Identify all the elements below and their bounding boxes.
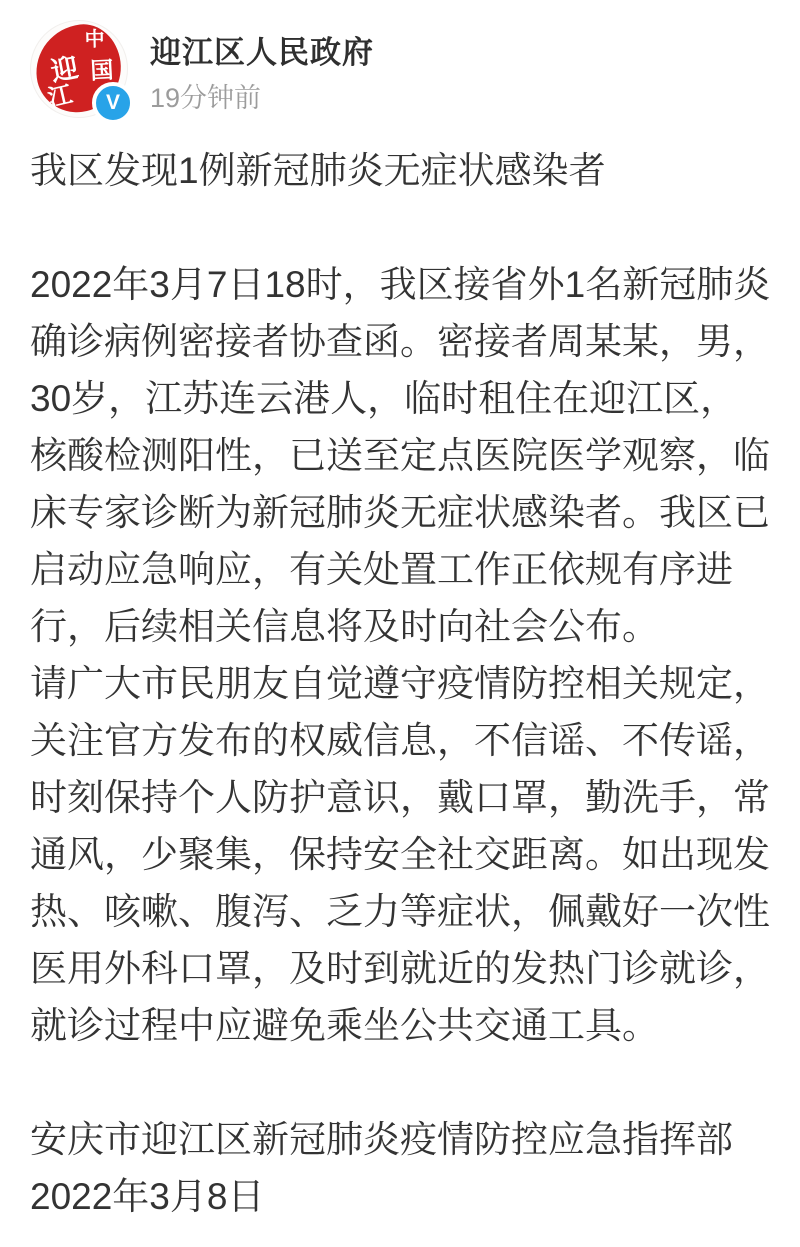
verified-badge-letter: V (105, 91, 120, 114)
profile-avatar[interactable] (30, 20, 128, 118)
post-date: 2022年3月8日 (30, 1176, 265, 1217)
author-name[interactable]: 迎江区人民政府 (150, 35, 374, 70)
post-time: 19分钟前 (150, 83, 262, 113)
verified-badge-icon (92, 82, 134, 124)
seal-char: 江 (45, 82, 75, 113)
seal-char: 中 (83, 28, 105, 51)
post-title: 我区发现1例新冠肺炎无症状感染者 (30, 150, 606, 191)
post-paragraph: 请广大市民朋友自觉遵守疫情防控相关规定，关注官方发布的权威信息，不信谣、不传谣，时刻保持个人防护意识，戴口罩，勤洗手，常通风，少聚集，保持安全社交距离。如出现发热、咳嗽、腹泻、乏力等症状，佩戴好一次性医用外科口罩，及时到就近的发热门诊就诊，就诊过程中应避免乘坐公共交通工具。 (30, 663, 770, 1046)
post-signature: 安庆市迎江区新冠肺炎疫情防控应急指挥部 (30, 1119, 733, 1160)
post-body (30, 142, 772, 1225)
spacer (30, 1054, 772, 1111)
post-paragraph: 2022年3月7日18时，我区接省外1名新冠肺炎确诊病例密接者协查函。密接者周某某，男，30岁，江苏连云港人，临时租住在迎江区，核酸检测阳性，已送至定点医院医学观察，临床专家诊断为新冠肺炎无症状感染者。我区已启动应急响应，有关处置工作正依规有序进行，后续相关信息将及时向社会公布。 (30, 264, 771, 647)
seal-char: 迎 (48, 51, 81, 87)
spacer (30, 199, 772, 256)
seal-char: 国 (89, 57, 114, 84)
